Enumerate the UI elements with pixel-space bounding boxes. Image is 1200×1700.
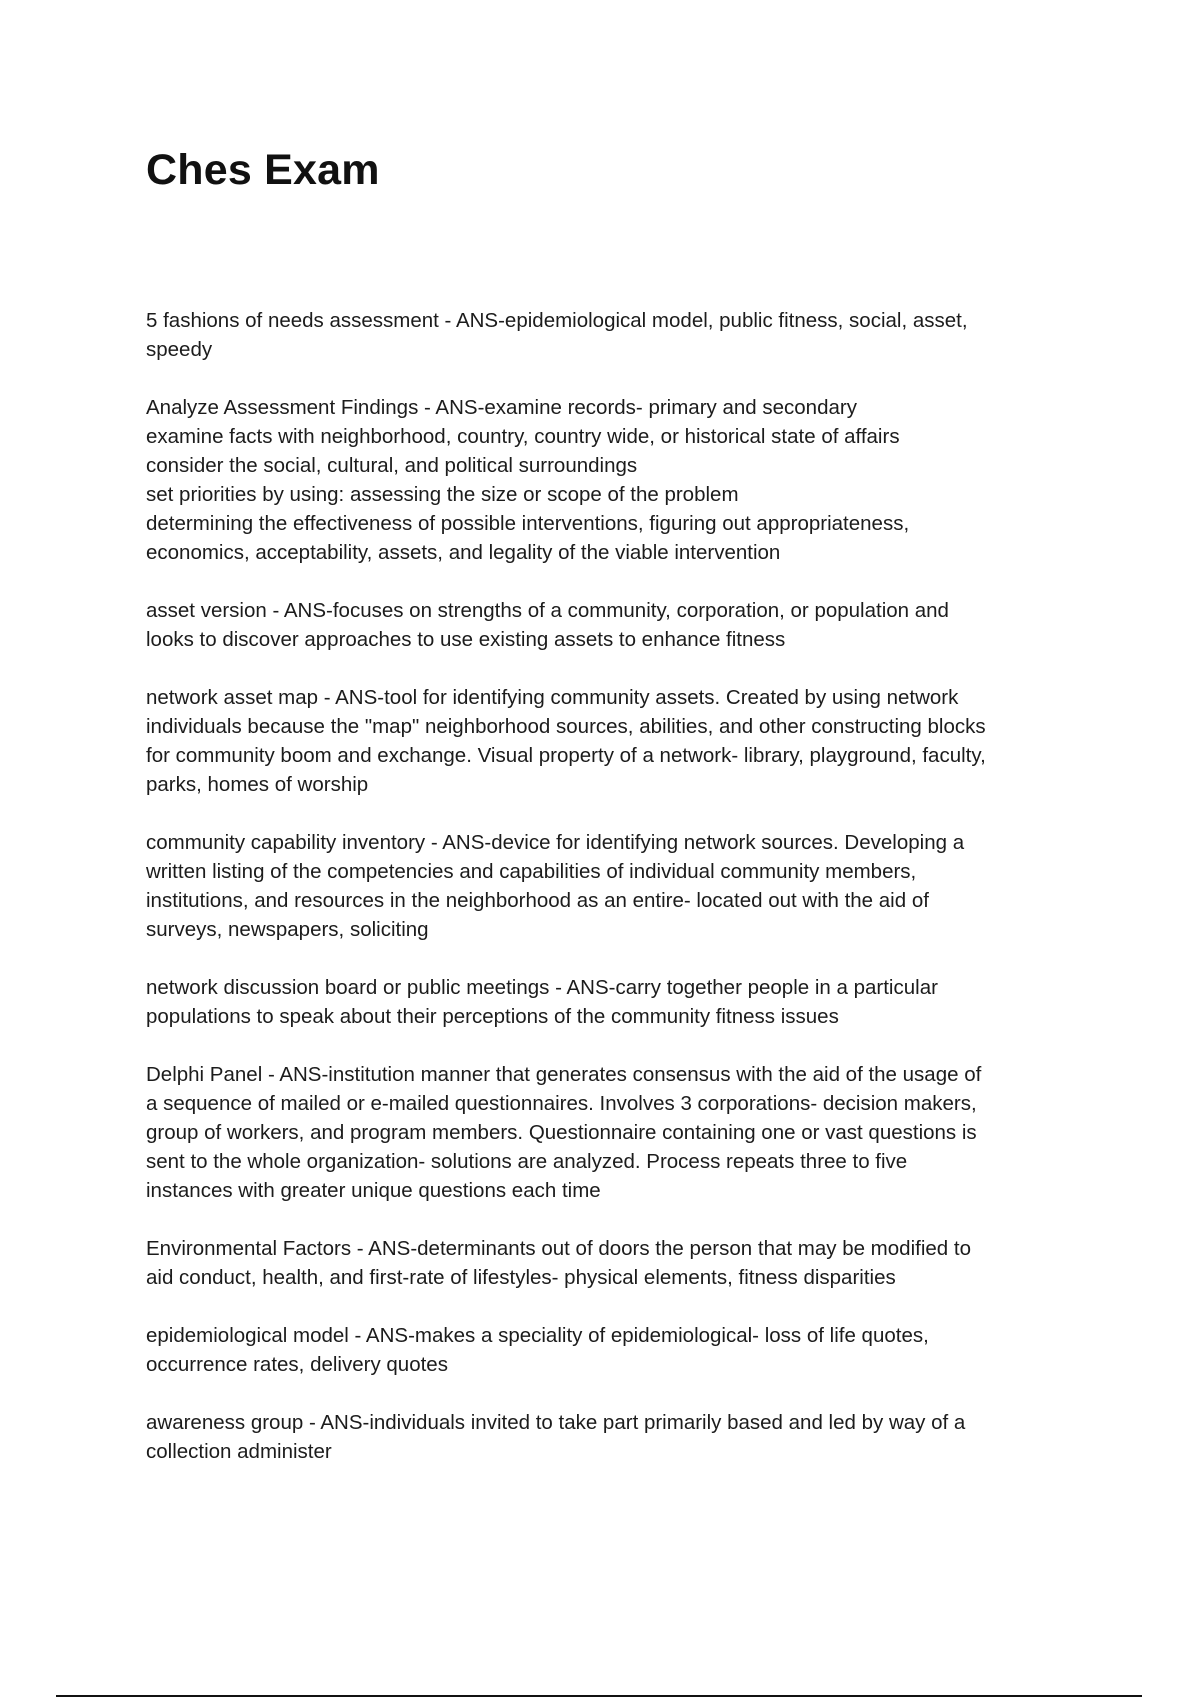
flashcard-entry [146,393,1066,567]
entry-line: epidemiological model - ANS-makes a speciality of epidemiological- loss of life quotes, [146,1324,929,1347]
entry-line: parks, homes of worship [146,773,369,796]
entry-line: community capability inventory - ANS-device for identifying network sources. Developing a [146,831,965,854]
entry-line: asset version - ANS-focuses on strengths of a community, corporation, or population and [146,599,949,622]
bottom-divider [56,1695,1142,1697]
entry-line: sent to the whole organization- solutions are analyzed. Process repeats three to five [146,1150,908,1173]
entry-line: a sequence of mailed or e-mailed questionnaires. Involves 3 corporations- decision makers, [146,1092,977,1115]
entry-line: individuals because the "map" neighborhood sources, abilities, and other constructing blocks [146,715,986,738]
entry-line: for community boom and exchange. Visual property of a network- library, playground, faculty, [146,744,986,767]
entry-line: Environmental Factors - ANS-determinants out of doors the person that may be modified to [146,1237,971,1260]
entry-line: occurrence rates, delivery quotes [146,1353,448,1376]
flashcard-entry [146,683,1066,799]
entry-line: consider the social, cultural, and political surroundings [146,454,638,477]
entry-line: surveys, newspapers, soliciting [146,918,429,941]
flashcard-entry [146,1060,1066,1205]
entry-line: determining the effectiveness of possible interventions, figuring out appropriateness, [146,512,910,535]
flashcard-entry [146,596,1066,654]
entry-line: written listing of the competencies and capabilities of individual community members, [146,860,917,883]
entry-line: awareness group - ANS-individuals invited to take part primarily based and led by way of a [146,1411,966,1434]
entry-line: institutions, and resources in the neighborhood as an entire- located out with the aid of [146,889,929,912]
entry-line: network asset map - ANS-tool for identifying community assets. Created by using network [146,686,959,709]
entries-list [146,306,1066,1495]
entry-line: speedy [146,338,213,361]
flashcard-entry [146,1234,1066,1292]
entry-line: set priorities by using: assessing the size or scope of the problem [146,483,739,506]
entry-line: aid conduct, health, and first-rate of lifestyles- physical elements, fitness disparities [146,1266,896,1289]
flashcard-entry [146,306,1066,364]
entry-line: looks to discover approaches to use existing assets to enhance fitness [146,628,786,651]
entry-line: Delphi Panel - ANS-institution manner that generates consensus with the aid of the usage of [146,1063,982,1086]
entry-line: economics, acceptability, assets, and legality of the viable intervention [146,541,781,564]
entry-line: examine facts with neighborhood, country, country wide, or historical state of affairs [146,425,900,448]
flashcard-entry [146,828,1066,944]
flashcard-entry [146,1321,1066,1379]
entry-line: group of workers, and program members. Questionnaire containing one or vast questions is [146,1121,977,1144]
entry-line: collection administer [146,1440,332,1463]
entry-line: network discussion board or public meetings - ANS-carry together people in a particular [146,976,938,999]
entry-line: populations to speak about their perceptions of the community fitness issues [146,1005,839,1028]
entry-line: Analyze Assessment Findings - ANS-examine records- primary and secondary [146,396,857,419]
page-title: Ches Exam [146,146,380,194]
flashcard-entry [146,1408,1066,1466]
entry-line: instances with greater unique questions each time [146,1179,601,1202]
flashcard-entry [146,973,1066,1031]
entry-line: 5 fashions of needs assessment - ANS-epidemiological model, public fitness, social, asset, [146,309,968,332]
